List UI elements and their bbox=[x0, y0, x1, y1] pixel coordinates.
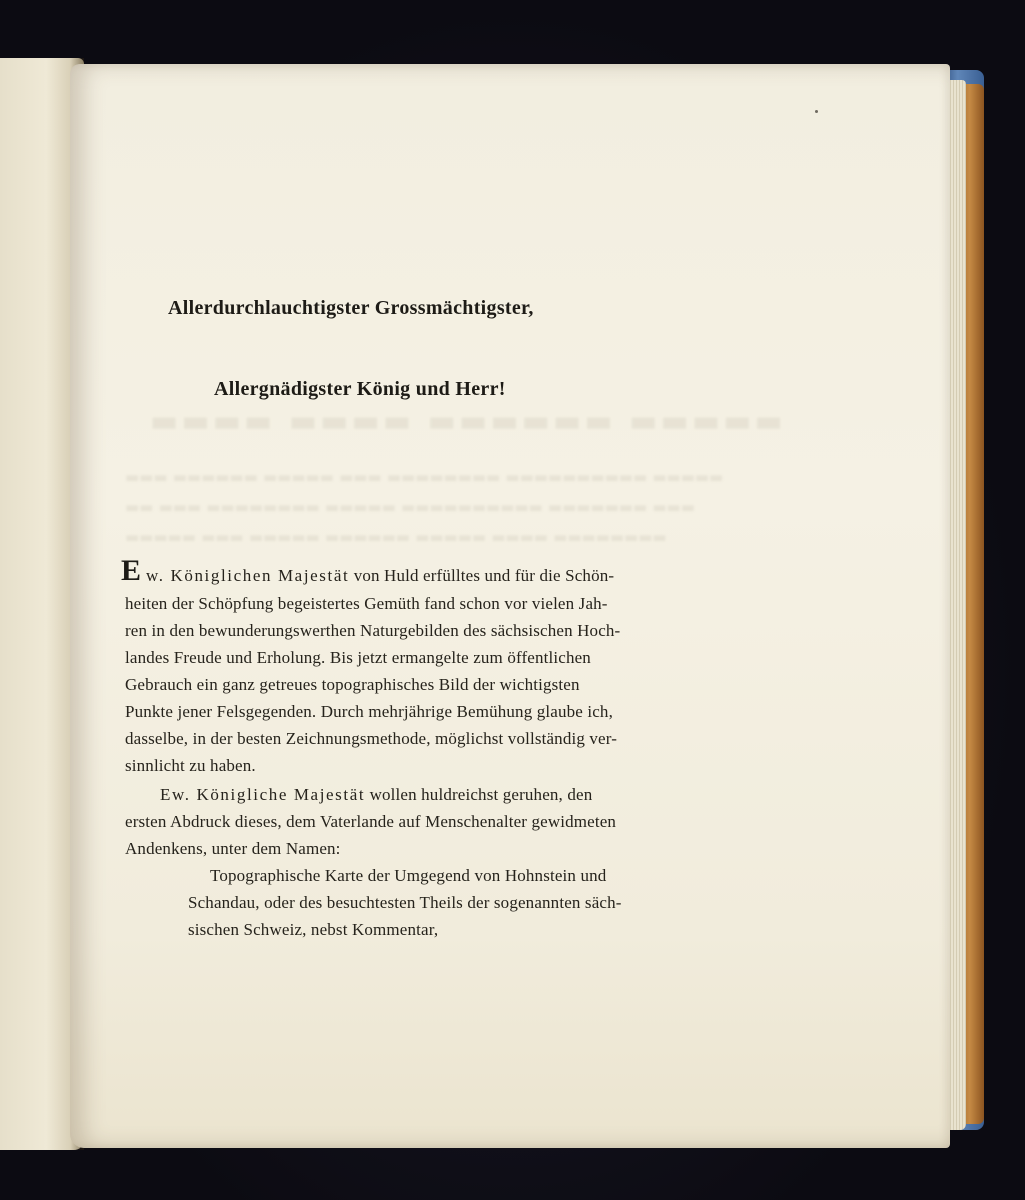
paragraph-1-line-3: ren in den bewunderungswerthen Naturgebilden des sächsischen Hoch- bbox=[125, 621, 621, 640]
paragraph-2-line-1 bbox=[160, 785, 592, 805]
show-through-line: ▬▬▬▬▬ ▬▬▬ ▬▬▬▬▬ ▬▬▬▬▬▬ ▬▬▬▬▬ ▬▬▬▬ ▬▬▬▬▬▬▬▬ bbox=[125, 528, 667, 546]
quote-line-3: sischen Schweiz, nebst Kommentar, bbox=[188, 920, 439, 939]
salutation-line-2: Allergnädigster König und Herr! bbox=[214, 378, 506, 400]
show-through-line: ▬▬ ▬▬▬ ▬▬▬▬▬▬▬▬ ▬▬▬▬▬ ▬▬▬▬▬▬▬▬▬▬ ▬▬▬▬▬▬▬ ▬▬▬ bbox=[125, 498, 695, 516]
paragraph-1-line-5: Gebrauch ein ganz getreues topographisches Bild der wichtigsten bbox=[125, 675, 580, 694]
paragraph-1-line-6: Punkte jener Felsgegenden. Durch mehrjährige Bemühung glaube ich, bbox=[125, 702, 613, 721]
quote-line-1: Topographische Karte der Umgegend von Hohnstein und bbox=[210, 866, 607, 885]
paper-speck bbox=[815, 110, 818, 113]
line-rest: wollen huldreichst geruhen, den bbox=[365, 785, 593, 804]
paragraph-1-line-2: heiten der Schöpfung begeistertes Gemüth fand schon vor vielen Jah- bbox=[125, 594, 608, 613]
paragraph-2-line-2: ersten Abdruck dieses, dem Vaterlande auf Menschenalter gewidmeten bbox=[125, 812, 617, 831]
line-rest: von Huld erfülltes und für die Schön- bbox=[349, 566, 615, 585]
salutation-line-1: Allerdurchlauchtigster Grossmächtigster, bbox=[168, 297, 534, 319]
paragraph-1-line-4: landes Freude und Erholung. Bis jetzt ermangelte zum öffentlichen bbox=[125, 648, 591, 667]
paragraph-1-line-7: dasselbe, in der besten Zeichnungsmethode, möglichst vollständig ver- bbox=[125, 729, 618, 748]
spaced-title: Ew. Königliche Majestät bbox=[160, 785, 366, 804]
paragraph-1-line-1 bbox=[146, 566, 614, 586]
show-through-line: ▬▬▬ ▬▬▬▬▬▬ ▬▬▬▬▬ ▬▬▬ ▬▬▬▬▬▬▬▬ ▬▬▬▬▬▬▬▬▬▬ ▬▬▬▬▬ bbox=[125, 468, 724, 486]
spaced-title: w. Königlichen Majestät bbox=[146, 566, 350, 585]
drop-initial: E bbox=[121, 554, 142, 587]
paragraph-2-line-3: Andenkens, unter dem Namen: bbox=[125, 839, 341, 858]
quote-line-2: Schandau, oder des besuchtesten Theils der sogenannten säch- bbox=[188, 893, 622, 912]
paragraph-1-line-8: sinnlicht zu haben. bbox=[125, 756, 256, 775]
show-through-heading: ▬▬▬▬ ▬▬▬▬ ▬▬▬▬▬▬ ▬▬▬▬▬ bbox=[150, 404, 786, 439]
